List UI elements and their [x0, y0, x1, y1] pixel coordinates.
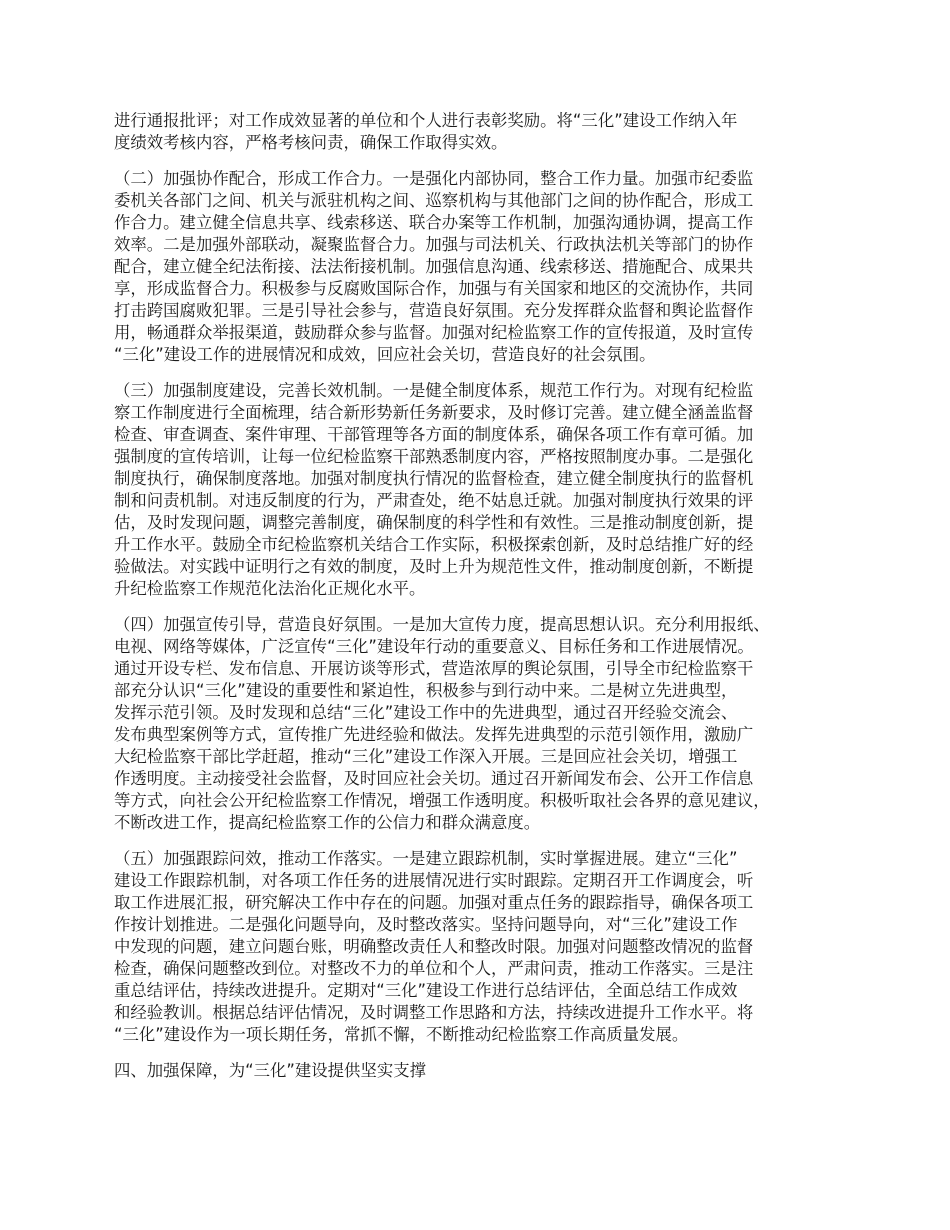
text-line: 验做法。对实践中证明行之有效的制度，及时上升为规范性文件，推动制度创新，不断提: [114, 557, 754, 576]
text-line: 发挥示范引领。及时发现和总结“三化”建设工作中的先进典型，通过召开经验交流会、: [114, 703, 738, 722]
text-line: （三）加强制度建设，完善长效机制。一是健全制度体系，规范工作行为。对现有纪检监: [114, 381, 754, 400]
text-line: “三化”建设作为一项长期任务，常抓不懈，不断推动纪检监察工作高质量发展。: [114, 1025, 689, 1044]
text-line: 和经验教训。根据总结评估情况，及时调整工作思路和方法，持续改进提升工作水平。将: [114, 1003, 754, 1022]
text-line: 作按计划推进。二是强化问题导向，及时整改落实。坚持问题导向，对“三化”建设工作: [114, 915, 738, 934]
paragraph-intro-continuation: [114, 110, 854, 154]
text-line: 检查，确保问题整改到位。对整改不力的单位和个人，严肃问责，推动工作落实。三是注: [114, 959, 754, 978]
text-line: 等方式，向社会公开纪检监察工作情况，增强工作透明度。积极听取社会各界的意见建议，: [114, 791, 770, 810]
text-line: 度绩效考核内容，严格考核问责，确保工作取得实效。: [114, 133, 508, 152]
text-line: 配合，建立健全纪法衔接、法法衔接机制。加强信息沟通、线索移送、措施配合、成果共: [114, 257, 754, 276]
text-line: 部充分认识“三化”建设的重要性和紧迫性，积极参与到行动中来。二是树立先进典型，: [114, 681, 738, 700]
text-line: 进行通报批评；对工作成效显著的单位和个人进行表彰奖励。将“三化”建设工作纳入年: [114, 111, 738, 130]
text-line: 效率。二是加强外部联动，凝聚监督合力。加强与司法机关、行政执法机关等部门的协作: [114, 235, 754, 254]
text-line: “三化”建设工作的进展情况和成效，回应社会关切，营造良好的社会氛围。: [114, 345, 656, 364]
section-heading: 四、加强保障，为“三化”建设提供坚实支撑: [114, 1061, 427, 1080]
paragraph-section-2: [114, 168, 854, 366]
text-line: 升工作水平。鼓励全市纪检监察机关结合工作实际，积极探索创新，及时总结推广好的经: [114, 535, 754, 554]
text-line: 发布典型案例等方式，宣传推广先进经验和做法。发挥先进典型的示范引领作用，激励广: [114, 725, 754, 744]
text-line: 通过开设专栏、发布信息、开展访谈等形式，营造浓厚的舆论氛围，引导全市纪检监察干: [114, 659, 754, 678]
text-line: 取工作进展汇报，研究解决工作中存在的问题。加强对重点任务的跟踪指导，确保各项工: [114, 893, 754, 912]
paragraph-section-3: [114, 380, 854, 600]
text-line: 重总结评估，持续改进提升。定期对“三化”建设工作进行总结评估，全面总结工作成效: [114, 981, 738, 1000]
text-line: 用，畅通群众举报渠道，鼓励群众参与监督。加强对纪检监察工作的宣传报道，及时宣传: [114, 323, 754, 342]
text-line: 作合力。建立健全信息共享、线索移送、联合办案等工作机制，加强沟通协调，提高工作: [114, 213, 754, 232]
document-body: [114, 110, 854, 1096]
text-line: 委机关各部门之间、机关与派驻机构之间、巡察机构与其他部门之间的协作配合，形成工: [114, 191, 754, 210]
text-line: 建设工作跟踪机制，对各项工作任务的进展情况进行实时跟踪。定期召开工作调度会，听: [114, 871, 754, 890]
text-line: 估，及时发现问题，调整完善制度，确保制度的科学性和有效性。三是推动制度创新，提: [114, 513, 754, 532]
text-line: 作透明度。主动接受社会监督，及时回应社会关切。通过召开新闻发布会、公开工作信息: [114, 769, 754, 788]
text-line: 中发现的问题，建立问题台账，明确整改责任人和整改时限。加强对问题整改情况的监督: [114, 937, 754, 956]
text-line: 制度执行，确保制度落地。加强对制度执行情况的监督检查，建立健全制度执行的监督机: [114, 469, 754, 488]
text-line: （二）加强协作配合，形成工作合力。一是强化内部协同，整合工作力量。加强市纪委监: [114, 169, 754, 188]
text-line: 打击跨国腐败犯罪。三是引导社会参与，营造良好氛围。充分发挥群众监督和舆论监督作: [114, 301, 754, 320]
text-line: 电视、网络等媒体，广泛宣传“三化”建设年行动的重要意义、目标任务和工作进展情况。: [114, 637, 754, 656]
text-line: 察工作制度进行全面梳理，结合新形势新任务新要求，及时修订完善。建立健全涵盖监督: [114, 403, 754, 422]
text-line: 不断改进工作，提高纪检监察工作的公信力和群众满意度。: [114, 813, 541, 832]
text-line: 升纪检监察工作规范化法治化正规化水平。: [114, 579, 426, 598]
text-line: 制和问责机制。对违反制度的行为，严肃查处，绝不姑息迁就。加强对制度执行效果的评: [114, 491, 754, 510]
text-line: 检查、审查调查、案件审理、干部管理等各方面的制度体系，确保各项工作有章可循。加: [114, 425, 754, 444]
text-line: 大纪检监察干部比学赶超，推动“三化”建设工作深入开展。三是回应社会关切，增强工: [114, 747, 738, 766]
text-line: （五）加强跟踪问效，推动工作落实。一是建立跟踪机制，实时掌握进展。建立“三化”: [114, 849, 738, 868]
paragraph-section-4: [114, 614, 854, 834]
text-line: 享，形成监督合力。积极参与反腐败国际合作，加强与有关国家和地区的交流协作，共同: [114, 279, 754, 298]
text-line: 强制度的宣传培训，让每一位纪检监察干部熟悉制度内容，严格按照制度办事。二是强化: [114, 447, 754, 466]
text-line: （四）加强宣传引导，营造良好氛围。一是加大宣传力度，提高思想认识。充分利用报纸、: [114, 615, 770, 634]
section-heading-4: [114, 1060, 854, 1082]
paragraph-section-5: [114, 848, 854, 1046]
